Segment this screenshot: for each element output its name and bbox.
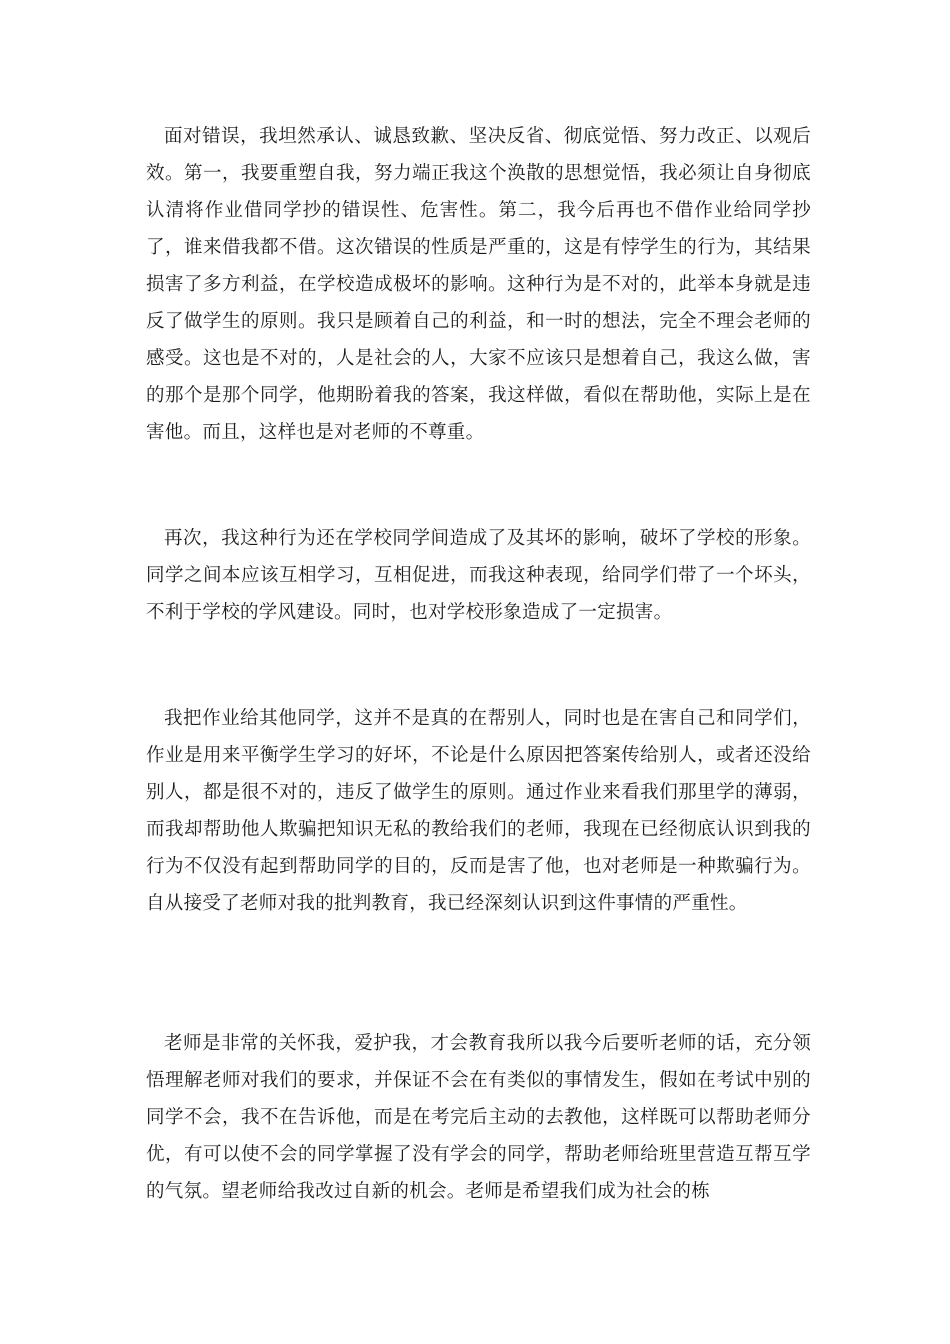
paragraph-4: 老师是非常的关怀我，爱护我，才会教育我所以我今后要听老师的话，充分领悟理解老师对我们的要求，并保证不会在有类似的事情发生，假如在考试中别的同学不会，我不在告诉他，而是在考完后主动的去教他，这样既可以帮助老师分优，有可以使不会的同学掌握了没有学会的同学，帮助老师给班里营造互帮互学的气氛。望老师给我改过自新的机会。老师是希望我们成为社会的栋 bbox=[146, 1033, 811, 1202]
paragraph-2: 再次，我这种行为还在学校同学间造成了及其坏的影响，破坏了学校的形象。同学之间本应该互相学习，互相促进，而我这种表现，给同学们带了一个坏头，不利于学校的学风建设。同时，也对学校形象造成了一定损害。 bbox=[146, 528, 811, 623]
paragraph-1: 面对错误，我坦然承认、诚恳致歉、坚决反省、彻底觉悟、努力改正、以观后效。第一，我要重塑自我，努力端正我这个涣散的思想觉悟，我必须让自身彻底认清将作业借同学抄的错误性、危害性。第二，我今后再也不借作业给同学抄了，谁来借我都不借。这次错误的性质是严重的，这是有悖学生的行为，其结果损害了多方利益，在学校造成极坏的影响。这种行为是不对的，此举本身就是违反了做学生的原则。我只是顾着自己的利益，和一时的想法，完全不理会老师的感受。这也是不对的，人是社会的人，大家不应该只是想着自己，我这么做，害的那个是那个同学，他期盼着我的答案，我这样做，看似在帮助他，实际上是在害他。而且，这样也是对老师的不尊重。 bbox=[146, 126, 811, 443]
paragraph-3: 我把作业给其他同学，这并不是真的在帮别人，同时也是在害自己和同学们，作业是用来平衡学生学习的好坏，不论是什么原因把答案传给别人，或者还没给别人，都是很不对的，违反了做学生的原则。通过作业来看我们那里学的薄弱，而我却帮助他人欺骗把知识无私的教给我们的老师，我现在已经彻底认识到我的行为不仅没有起到帮助同学的目的，反而是害了他，也对老师是一种欺骗行为。自从接受了老师对我的批判教育，我已经深刻认识到这件事情的严重性。 bbox=[146, 708, 811, 914]
